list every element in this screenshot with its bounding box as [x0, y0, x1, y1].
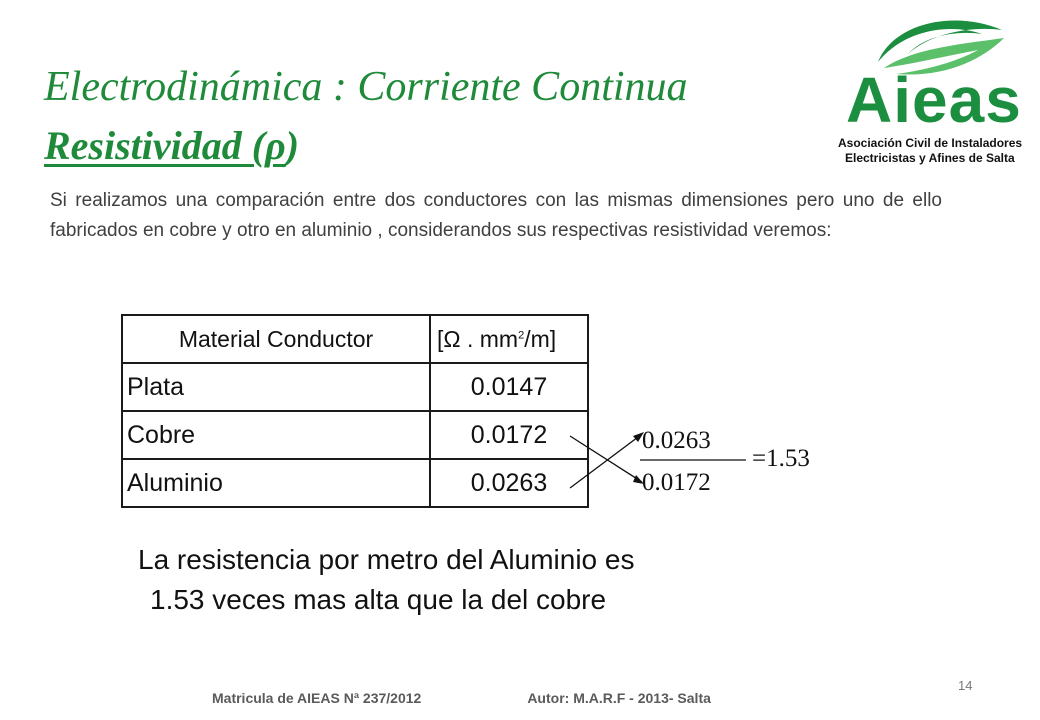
material-cell: Cobre [122, 411, 430, 459]
slide-subtitle [44, 124, 299, 168]
logo-caption-line1: Asociación Civil de Instaladores [838, 136, 1023, 150]
table-row [122, 411, 588, 459]
ratio-result: =1.53 [752, 445, 810, 472]
table-header-row [122, 315, 588, 363]
page-number: 14 [958, 678, 973, 693]
logo-caption-line2: Electricistas y Afines de Salta [845, 151, 1015, 165]
value-cell: 0.0263 [430, 459, 588, 507]
material-cell: Aluminio [122, 459, 430, 507]
footer-matricula: Matricula de AIEAS Nª 237/2012 [212, 690, 422, 706]
header-unit [430, 315, 588, 363]
table-row [122, 459, 588, 507]
conclusion-line2: 1.53 veces mas alta que la del cobre [150, 584, 607, 615]
numerator: 0.0263 [642, 427, 711, 454]
intro-paragraph: Si realizamos una comparación entre dos conductores con las mismas dimensiones pero uno de ello fabricados en cobre y otro en aluminio , considerandos sus respectivas resistividad veremos: [50, 190, 942, 241]
denominator: 0.0172 [642, 469, 711, 496]
header-unit-sup: 2 [518, 328, 525, 341]
resistivity-table [121, 314, 589, 508]
logo-wordmark: Aieas [846, 64, 1022, 136]
conclusion-text [138, 540, 634, 620]
arrow-line-to-numerator [570, 434, 642, 488]
subtitle-main: Resistividad (ρ [44, 123, 286, 168]
subtitle-end: ) [285, 123, 300, 168]
value-cell: 0.0147 [430, 363, 588, 411]
header-unit-prefix: [Ω . mm [437, 325, 519, 352]
table-row [122, 363, 588, 411]
ratio-calculation [560, 412, 860, 522]
header-material: Material Conductor [122, 315, 430, 363]
conclusion-line1: La resistencia por metro del Aluminio es [138, 544, 635, 575]
header-unit-suffix: /m] [524, 325, 557, 352]
aieas-logo [830, 8, 1030, 168]
slide-footer [212, 690, 711, 706]
material-cell: Plata [122, 363, 430, 411]
footer-author: Autor: M.A.R.F - 2013- Salta [527, 690, 711, 706]
slide-title: Electrodinámica : Corriente Continua [44, 64, 688, 110]
value-cell: 0.0172 [430, 411, 588, 459]
